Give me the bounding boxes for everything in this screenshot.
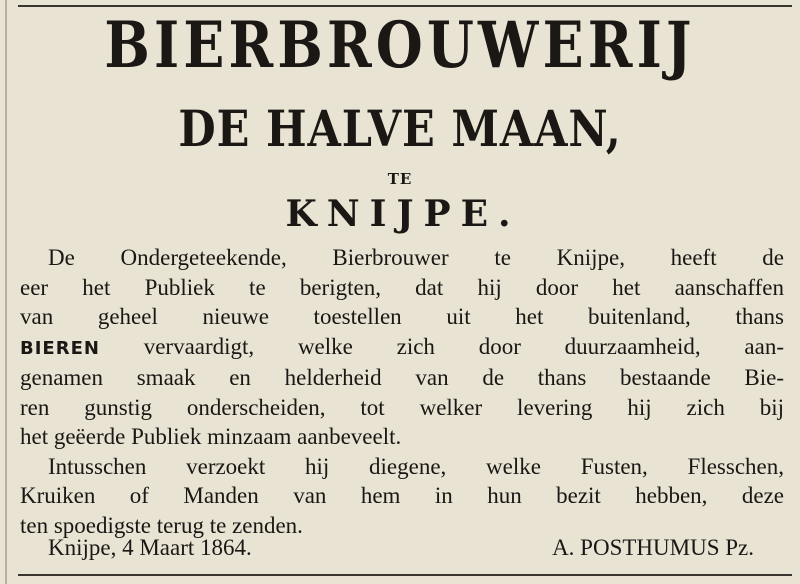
body-line-rest: vervaardigt, welke zich door duurzaamheid, aan- bbox=[99, 333, 784, 359]
body-line: ten spoedigste terug te zenden. bbox=[20, 512, 303, 538]
beer-caps-word: BIEREN bbox=[20, 337, 100, 359]
brewery-title: BIERBROUWERIJ bbox=[104, 8, 696, 83]
signature-row bbox=[48, 535, 754, 561]
body-line: Kruiken of Manden van hem in hun bezit hebben, deze bbox=[20, 483, 784, 508]
preposition-label: TE bbox=[387, 170, 413, 188]
body-line: eer het Publiek te berigten, dat hij door het aanschaffen bbox=[20, 274, 784, 300]
body-line: genamen smaak en helderheid van de thans bestaande Bie- bbox=[20, 365, 784, 390]
body-line: Intusschen verzoekt hij diegene, welke Fusten, Flesschen, bbox=[48, 453, 784, 479]
body-line: ren gunstig onderscheiden, tot welker levering hij zich bij bbox=[20, 394, 784, 420]
top-rule bbox=[18, 5, 792, 7]
place-date: Knijpe, 4 Maart 1864. bbox=[48, 535, 252, 560]
advertisement-body bbox=[20, 243, 784, 540]
signature: A. POSTHUMUS Pz. bbox=[552, 535, 754, 560]
brewery-name: DE HALVE MAAN, bbox=[178, 99, 622, 158]
bottom-rule bbox=[18, 574, 792, 576]
body-line: het geëerde Publiek minzaam aanbeveelt. bbox=[20, 424, 402, 449]
body-line: van geheel nieuwe toestellen uit het buitenland, thans bbox=[20, 304, 784, 329]
town-name: KNIJPE. bbox=[285, 193, 521, 235]
body-line bbox=[20, 332, 784, 364]
body-line: De Ondergeteekende, Bierbrouwer te Knijpe, heeft de bbox=[48, 245, 784, 270]
page-edge bbox=[5, 0, 7, 584]
